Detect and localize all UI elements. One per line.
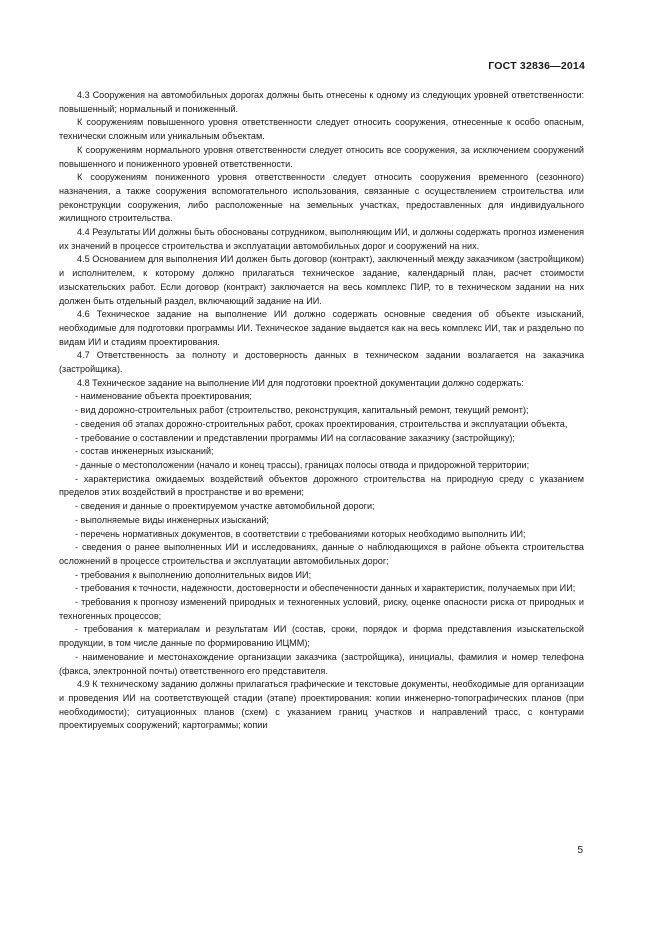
list-item: - вид дорожно-строительных работ (строительство, реконструкция, капитальный ремонт, текущий ремонт); <box>75 405 529 416</box>
page-number: 5 <box>577 845 583 856</box>
paragraph-increased-level: К сооружениям повышенного уровня ответственности следует относить сооружения, отнесенные к особо опасным, технически сложным или уникальным объектам. <box>59 117 584 142</box>
document-standard-id: ГОСТ 32836—2014 <box>488 60 585 72</box>
paragraph-4-4: 4.4 Результаты ИИ должны быть обоснованы сотрудником, выполняющим ИИ, и должны содержать прогноз изменения их значений в процессе строительства и эксплуатации автомобильных дорог и сооружений на них. <box>59 227 584 251</box>
paragraph-4-9: 4.9 К техническому заданию должны прилагаться графические и текстовые документы, необходимые для организации и проведения ИИ на соответствующей стадии (этапе) проектирования: копии инженерно-топографических планов (при необходимости); ситуационных планов (схем) с указанием границ участков и направлений трасс, с контурами проектируемых сооружений; картограммы; копии <box>59 679 584 731</box>
paragraph-4-5: 4.5 Основанием для выполнения ИИ должен быть договор (контракт), заключенный между заказчиком (застройщиком) и исполнителем, к которому должно прилагаться техническое задание, календарный план, расчет стоимости изыскательских работ. Если договор (контракт) заключается на весь комплекс ПИР, то в техническом задании на них должен быть отдельный раздел, включающий задание на ИИ. <box>59 254 584 306</box>
list-item: - требование о составлении и представлении программы ИИ на согласование заказчику (застройщику); <box>75 432 515 443</box>
list-item: - требования к выполнению дополнительных видов ИИ; <box>75 569 312 580</box>
paragraph-4-3: 4.3 Сооружения на автомобильных дорогах должны быть отнесены к одному из следующих уровней ответственности: повышенный; нормальный и пониженный. <box>59 90 584 114</box>
list-item: - сведения о ранее выполненных ИИ и исследованиях, данные о наблюдающихся в районе объекта строительства осложнений в процессе строительства и эксплуатации автомобильных дорог; <box>59 542 584 566</box>
list-item: - наименование и местонахождение организации заказчика (застройщика), инициалы, фамилия и номер телефона (факса, электронной почты) ответственного его представителя. <box>59 651 584 676</box>
list-item: - наименование объекта проектирования; <box>75 391 252 402</box>
list-item: - данные о местоположении (начало и конец трассы), границах полосы отвода и придорожной территории; <box>75 459 530 470</box>
list-item: - сведения об этапах дорожно-строительных работ, сроках проектирования, строительства и эксплуатации объекта, <box>75 418 568 429</box>
list-item: - требования к точности, надежности, достоверности и обеспеченности данных и характеристик, получаемых при ИИ; <box>75 583 576 594</box>
list-item: - требования к материалам и результатам ИИ (состав, сроки, порядок и форма представления изыскательской продукции, в том числе данные по формированию ИЦММ); <box>59 624 584 649</box>
paragraph-normal-level: К сооружениям нормального уровня ответственности следует относить все сооружения, за исключением сооружений повышенного и пониженного уровней ответственности. <box>59 144 584 169</box>
paragraph-4-6: 4.6 Техническое задание на выполнение ИИ должно содержать основные сведения об объекте изысканий, необходимые для подготовки программы ИИ. Техническое задание выдается как на весь комплекс ИИ, так и раздельно по видам ИИ и стадиям проектирования. <box>59 309 584 347</box>
paragraph-reduced-level: К сооружениям пониженного уровня ответственности следует относить сооружения временного (сезонного) назначения, а также сооружения вспомогательного использования, связанные с осуществлением строительства или реконструкции сооружения, либо расположенные на земельных участках, предоставленных для индивидуального жилищного строительства. <box>59 172 584 224</box>
list-item: - характеристика ожидаемых воздействий объектов дорожного строительства на природную среду с указанием пределов этих воздействий в пространстве и во времени; <box>59 473 584 498</box>
list-item: - сведения и данные о проектируемом участке автомобильной дороги; <box>75 501 375 512</box>
list-item: - выполняемые виды инженерных изысканий; <box>75 514 269 525</box>
list-item: - требования к прогнозу изменений природных и техногенных условий, риску, оценке опасности риска от природных и техногенных процессов; <box>59 597 584 621</box>
paragraph-4-8: 4.8 Техническое задание на выполнение ИИ для подготовки проектной документации должно содержать: <box>77 377 524 388</box>
list-item: - перечень нормативных документов, в соответствии с требованиями которых необходимо выполнить ИИ; <box>75 528 526 539</box>
list-item: - состав инженерных изысканий; <box>75 446 214 457</box>
document-body <box>59 89 584 733</box>
paragraph-4-7: 4.7 Ответственность за полноту и достоверность данных в техническом задании возлагается на заказчика (застройщика). <box>59 350 584 375</box>
